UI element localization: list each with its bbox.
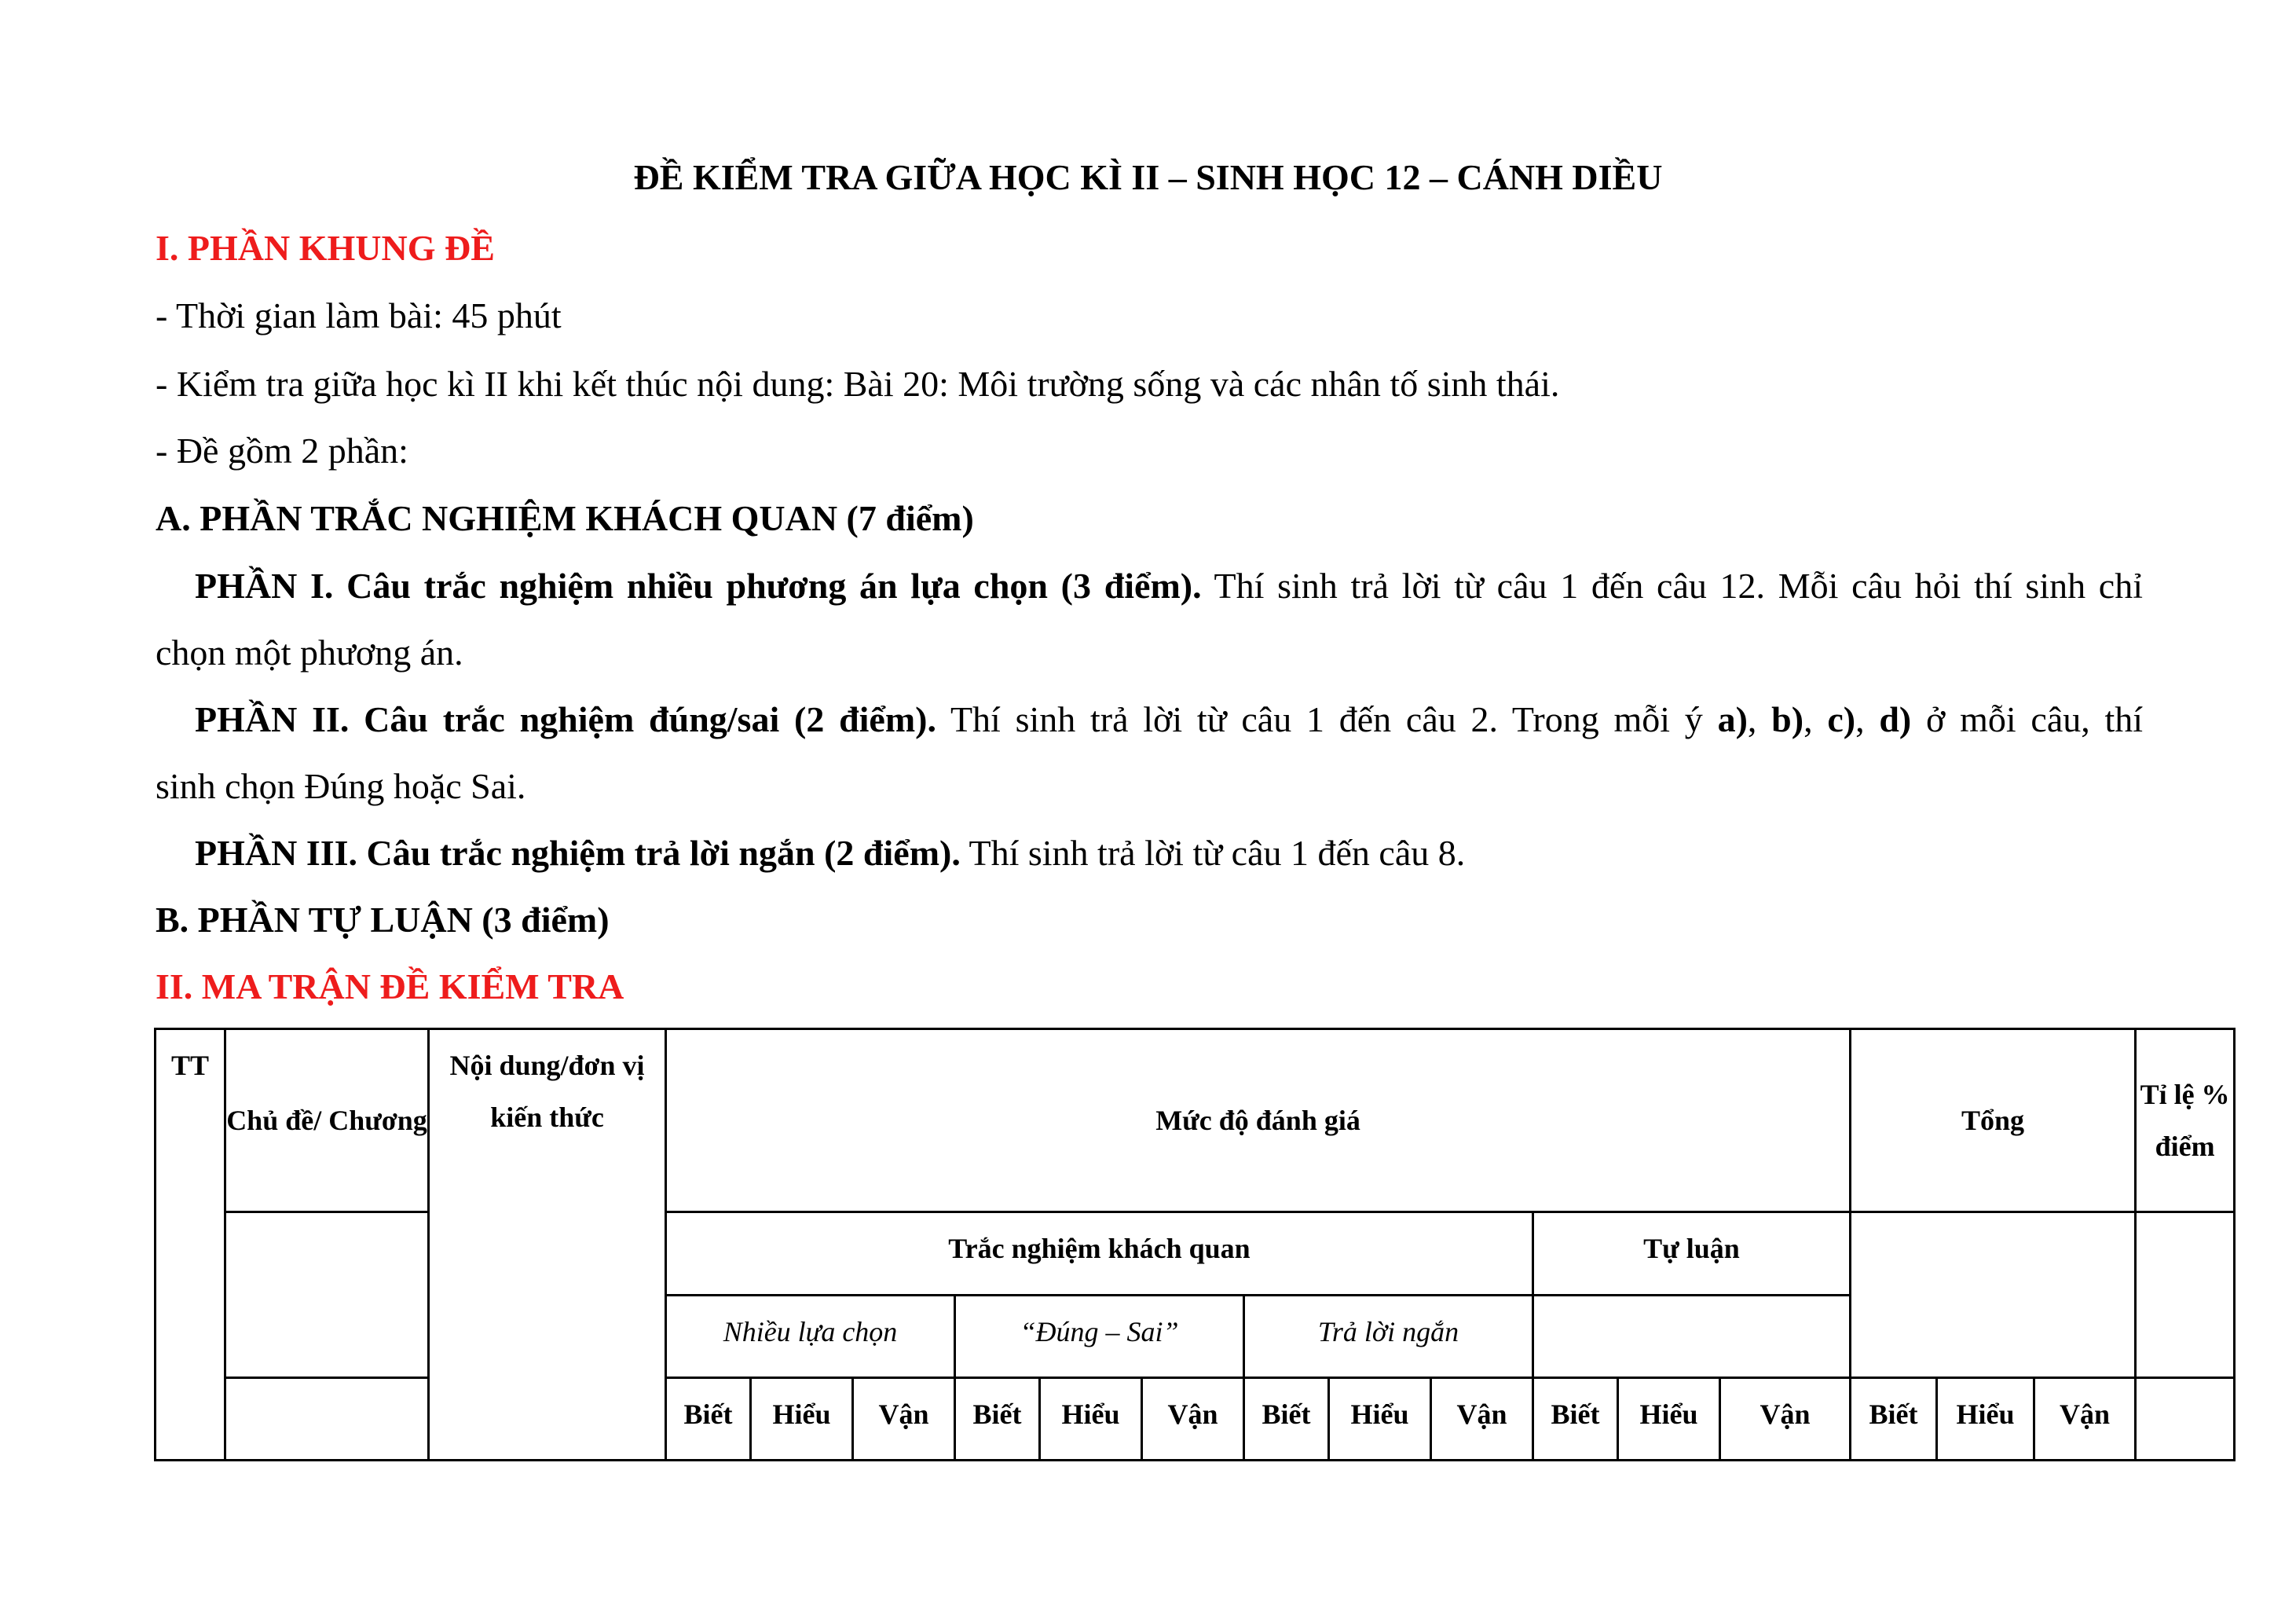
option-b: b) [1771,699,1804,739]
part-a-heading: A. PHẦN TRẮC NGHIỆM KHÁCH QUAN (7 điểm) [156,498,974,538]
group-trac-nghiem-khach-quan: Trắc nghiệm khách quan [666,1212,1533,1295]
header-chu-de: Chủ đề/ Chương [225,1029,429,1212]
empty-cell [2136,1377,2235,1460]
part-1-label: PHẦN I. Câu trắc nghiệm nhiều phương án lựa chọn (3 điểm). [195,566,1202,606]
level-cell: Hiểu [1040,1377,1142,1460]
header-tong: Tổng [1851,1029,2136,1212]
empty-cell [225,1212,429,1377]
level-cell: Hiểu [751,1377,853,1460]
group-tu-luan: Tự luận [1533,1212,1851,1295]
header-noi-dung: Nội dung/đơn vị kiến thức [429,1029,666,1461]
level-cell: Vận [1431,1377,1533,1460]
empty-cell [1533,1295,1851,1377]
sub-nhieu-lua-chon: Nhiều lựa chọn [666,1295,955,1377]
level-cell: Biết [1851,1377,1937,1460]
level-cell: Vận [1720,1377,1851,1460]
level-cell: Biết [666,1377,751,1460]
header-ti-le: Tỉ lệ % điểm [2136,1029,2235,1212]
empty-cell [225,1377,429,1460]
part-2-continuation: sinh chọn Đúng hoặc Sai. [156,766,526,806]
level-cell: Biết [1533,1377,1618,1460]
level-cell: Biết [955,1377,1040,1460]
exam-parts-line: - Đề gồm 2 phần: [156,431,408,471]
level-cell: Hiểu [1329,1377,1431,1460]
part-3-paragraph [156,830,2143,877]
assessment-matrix-table [154,1028,2236,1461]
section-1-heading: I. PHẦN KHUNG ĐỀ [156,228,495,268]
part-2-text-end: ở mỗi câu, thí [1926,699,2144,739]
sub-tra-loi-ngan: Trả lời ngắn [1244,1295,1533,1377]
part-3-label: PHẦN III. Câu trắc nghiệm trả lời ngắn (2 điểm). [195,833,961,873]
part-b-heading: B. PHẦN TỰ LUẬN (3 điểm) [156,900,610,940]
sub-dung-sai: “Đúng – Sai” [955,1295,1244,1377]
document-title: ĐỀ KIỂM TRA GIỮA HỌC KÌ II – SINH HỌC 12 – CÁNH DIỀU [633,157,1663,197]
header-muc-do-danh-gia: Mức độ đánh giá [666,1029,1851,1212]
level-cell: Vận [2034,1377,2136,1460]
part-3-text: Thí sinh trả lời từ câu 1 đến câu 8. [969,833,1466,873]
empty-cell [2136,1212,2235,1377]
section-2-heading: II. MA TRẬN ĐỀ KIỂM TRA [156,966,624,1006]
header-tt: TT [156,1029,225,1461]
exam-scope-line: - Kiểm tra giữa học kì II khi kết thúc nội dung: Bài 20: Môi trường sống và các nhân tố sinh thái. [156,364,1560,404]
option-a: a) [1717,699,1748,739]
empty-cell [1851,1212,2136,1377]
part-1-continuation: chọn một phương án. [156,632,463,673]
exam-time-line: - Thời gian làm bài: 45 phút [156,295,562,335]
part-1-paragraph [156,563,2143,610]
level-cell: Vận [853,1377,955,1460]
option-c: c) [1827,699,1856,739]
level-cell: Hiểu [1937,1377,2034,1460]
part-1-text: Thí sinh trả lời từ câu 1 đến câu 12. Mỗi câu hỏi thí sinh chỉ [1214,566,2143,606]
part-2-text: Thí sinh trả lời từ câu 1 đến câu 2. Trong mỗi ý [950,699,1703,739]
level-cell: Biết [1244,1377,1329,1460]
option-d: d) [1879,699,1912,739]
part-2-paragraph: PHẦN II. Câu trắc nghiệm đúng/sai (2 điểm). Thí sinh trả lời từ câu 1 đến câu 2. Trong mỗi ý a), b), c), d) ở mỗi câu, thí [195,699,2144,739]
level-cell: Vận [1142,1377,1244,1460]
part-2-label: PHẦN II. Câu trắc nghiệm đúng/sai (2 điểm). [195,699,936,739]
level-cell: Hiểu [1618,1377,1720,1460]
